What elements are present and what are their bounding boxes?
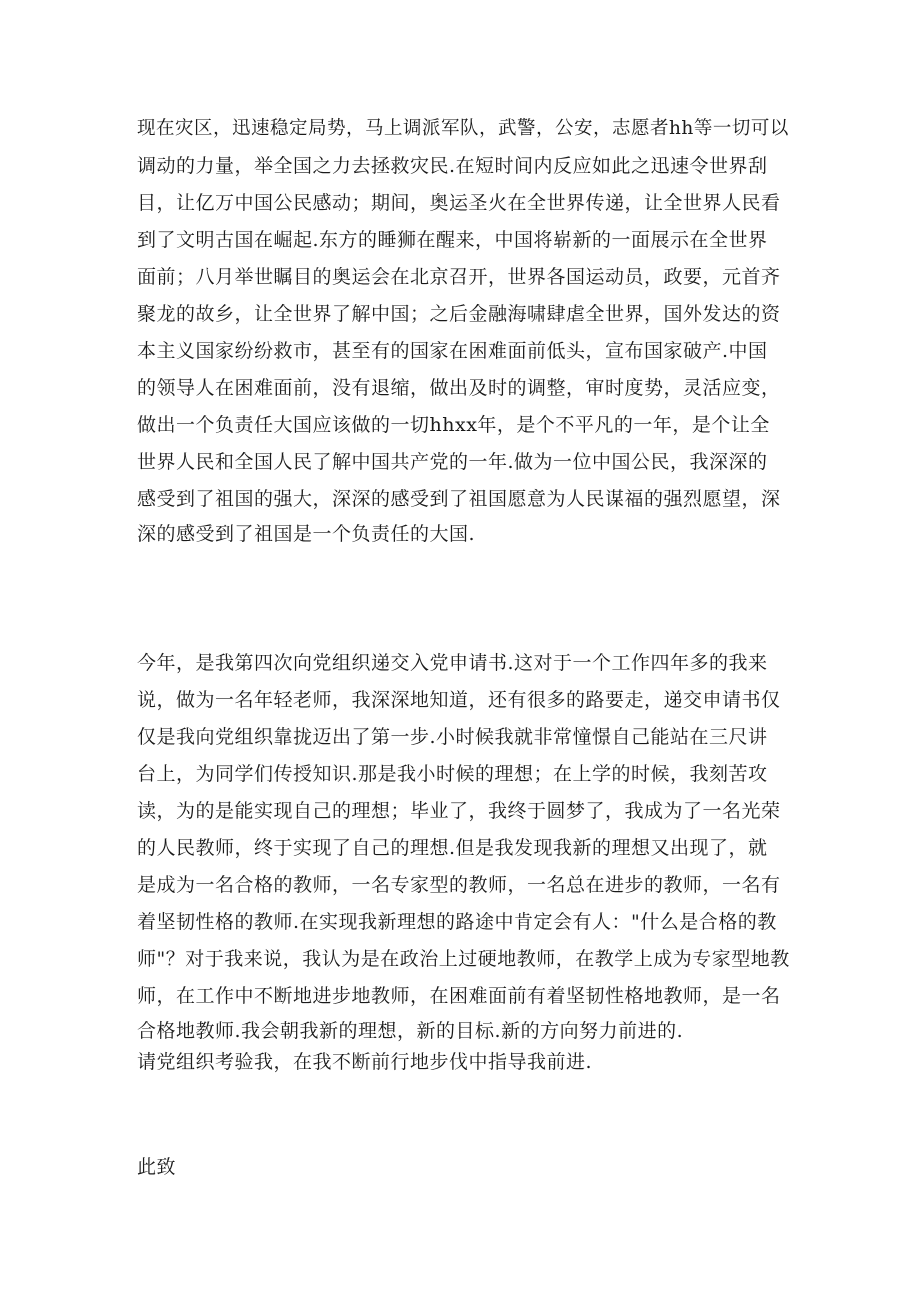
paragraph-line: 读，为的是能实现自己的理想；毕业了，我终于圆梦了，我成为了一名光荣 — [137, 800, 781, 822]
paragraph-line: 今年，是我第四次向党组织递交入党申请书.这对于一个工作四年多的我来 — [137, 652, 768, 674]
paragraph-line: 深的感受到了祖国是一个负责任的大国. — [137, 523, 476, 545]
paragraph-line: 面前；八月举世瞩目的奥运会在北京召开，世界各国运动员，政要，元首齐 — [137, 266, 781, 288]
paragraph-line: 到了文明古国在崛起.东方的睡狮在醒来，中国将崭新的一面展示在全世界 — [137, 229, 768, 251]
paragraph-line: 现在灾区，迅速稳定局势，马上调派军队，武警，公安，志愿者hh等一切可以 — [137, 118, 789, 139]
closing-salutation: 此致 — [137, 1156, 177, 1178]
paragraph-line: 的人民教师，终于实现了自己的理想.但是我发现我新的理想又出现了，就 — [137, 837, 768, 859]
paragraph-line: 着坚韧性格的教师.在实现我新理想的路途中肯定会有人："什么是合格的教 — [137, 911, 777, 933]
paragraph-line: 师"？对于我来说，我认为是在政治上过硬地教师，在教学上成为专家型地教 — [137, 948, 790, 970]
paragraph-line: 世界人民和全国人民了解中国共产党的一年.做为一位中国公民，我深深的 — [137, 451, 768, 473]
paragraph-line: 是成为一名合格的教师，一名专家型的教师，一名总在进步的教师，一名有 — [137, 874, 781, 896]
paragraph-line: 仅是我向党组织靠拢迈出了第一步.小时候我就非常憧憬自己能站在三尺讲 — [137, 726, 768, 748]
paragraph-line: 的领导人在困难面前，没有退缩，做出及时的调整，审时度势，灵活应变， — [137, 377, 781, 399]
paragraph-line: 台上，为同学们传授知识.那是我小时候的理想；在上学的时候，我刻苦攻 — [137, 763, 768, 785]
paragraph-line: 聚龙的故乡，让全世界了解中国；之后金融海啸肆虐全世界，国外发达的资 — [137, 303, 781, 325]
paragraph-line: 说，做为一名年轻老师，我深深地知道，还有很多的路要走，递交申请书仅 — [137, 689, 781, 711]
paragraph-line: 感受到了祖国的强大，深深的感受到了祖国愿意为人民谋福的强烈愿望，深 — [137, 488, 781, 510]
paragraph-line: 本主义国家纷纷救市，甚至有的国家在困难面前低头，宣布国家破产.中国 — [137, 340, 768, 362]
paragraph-line: 做出一个负责任大国应该做的一切hhxx年，是个不平凡的一年，是个让全 — [137, 414, 770, 436]
paragraph-line: 请党组织考验我，在我不断前行地步伐中指导我前进. — [137, 1051, 593, 1073]
paragraph-line: 目，让亿万中国公民感动；期间，奥运圣火在全世界传递，让全世界人民看 — [137, 192, 781, 214]
paragraph-line: 师，在工作中不断地进步地教师，在困难面前有着坚韧性格地教师，是一名 — [137, 985, 781, 1007]
paragraph-line: 调动的力量，举全国之力去拯救灾民.在短时间内反应如此之迅速令世界刮 — [137, 155, 768, 177]
paragraph-line: 合格地教师.我会朝我新的理想，新的目标.新的方向努力前进的. — [137, 1020, 684, 1042]
